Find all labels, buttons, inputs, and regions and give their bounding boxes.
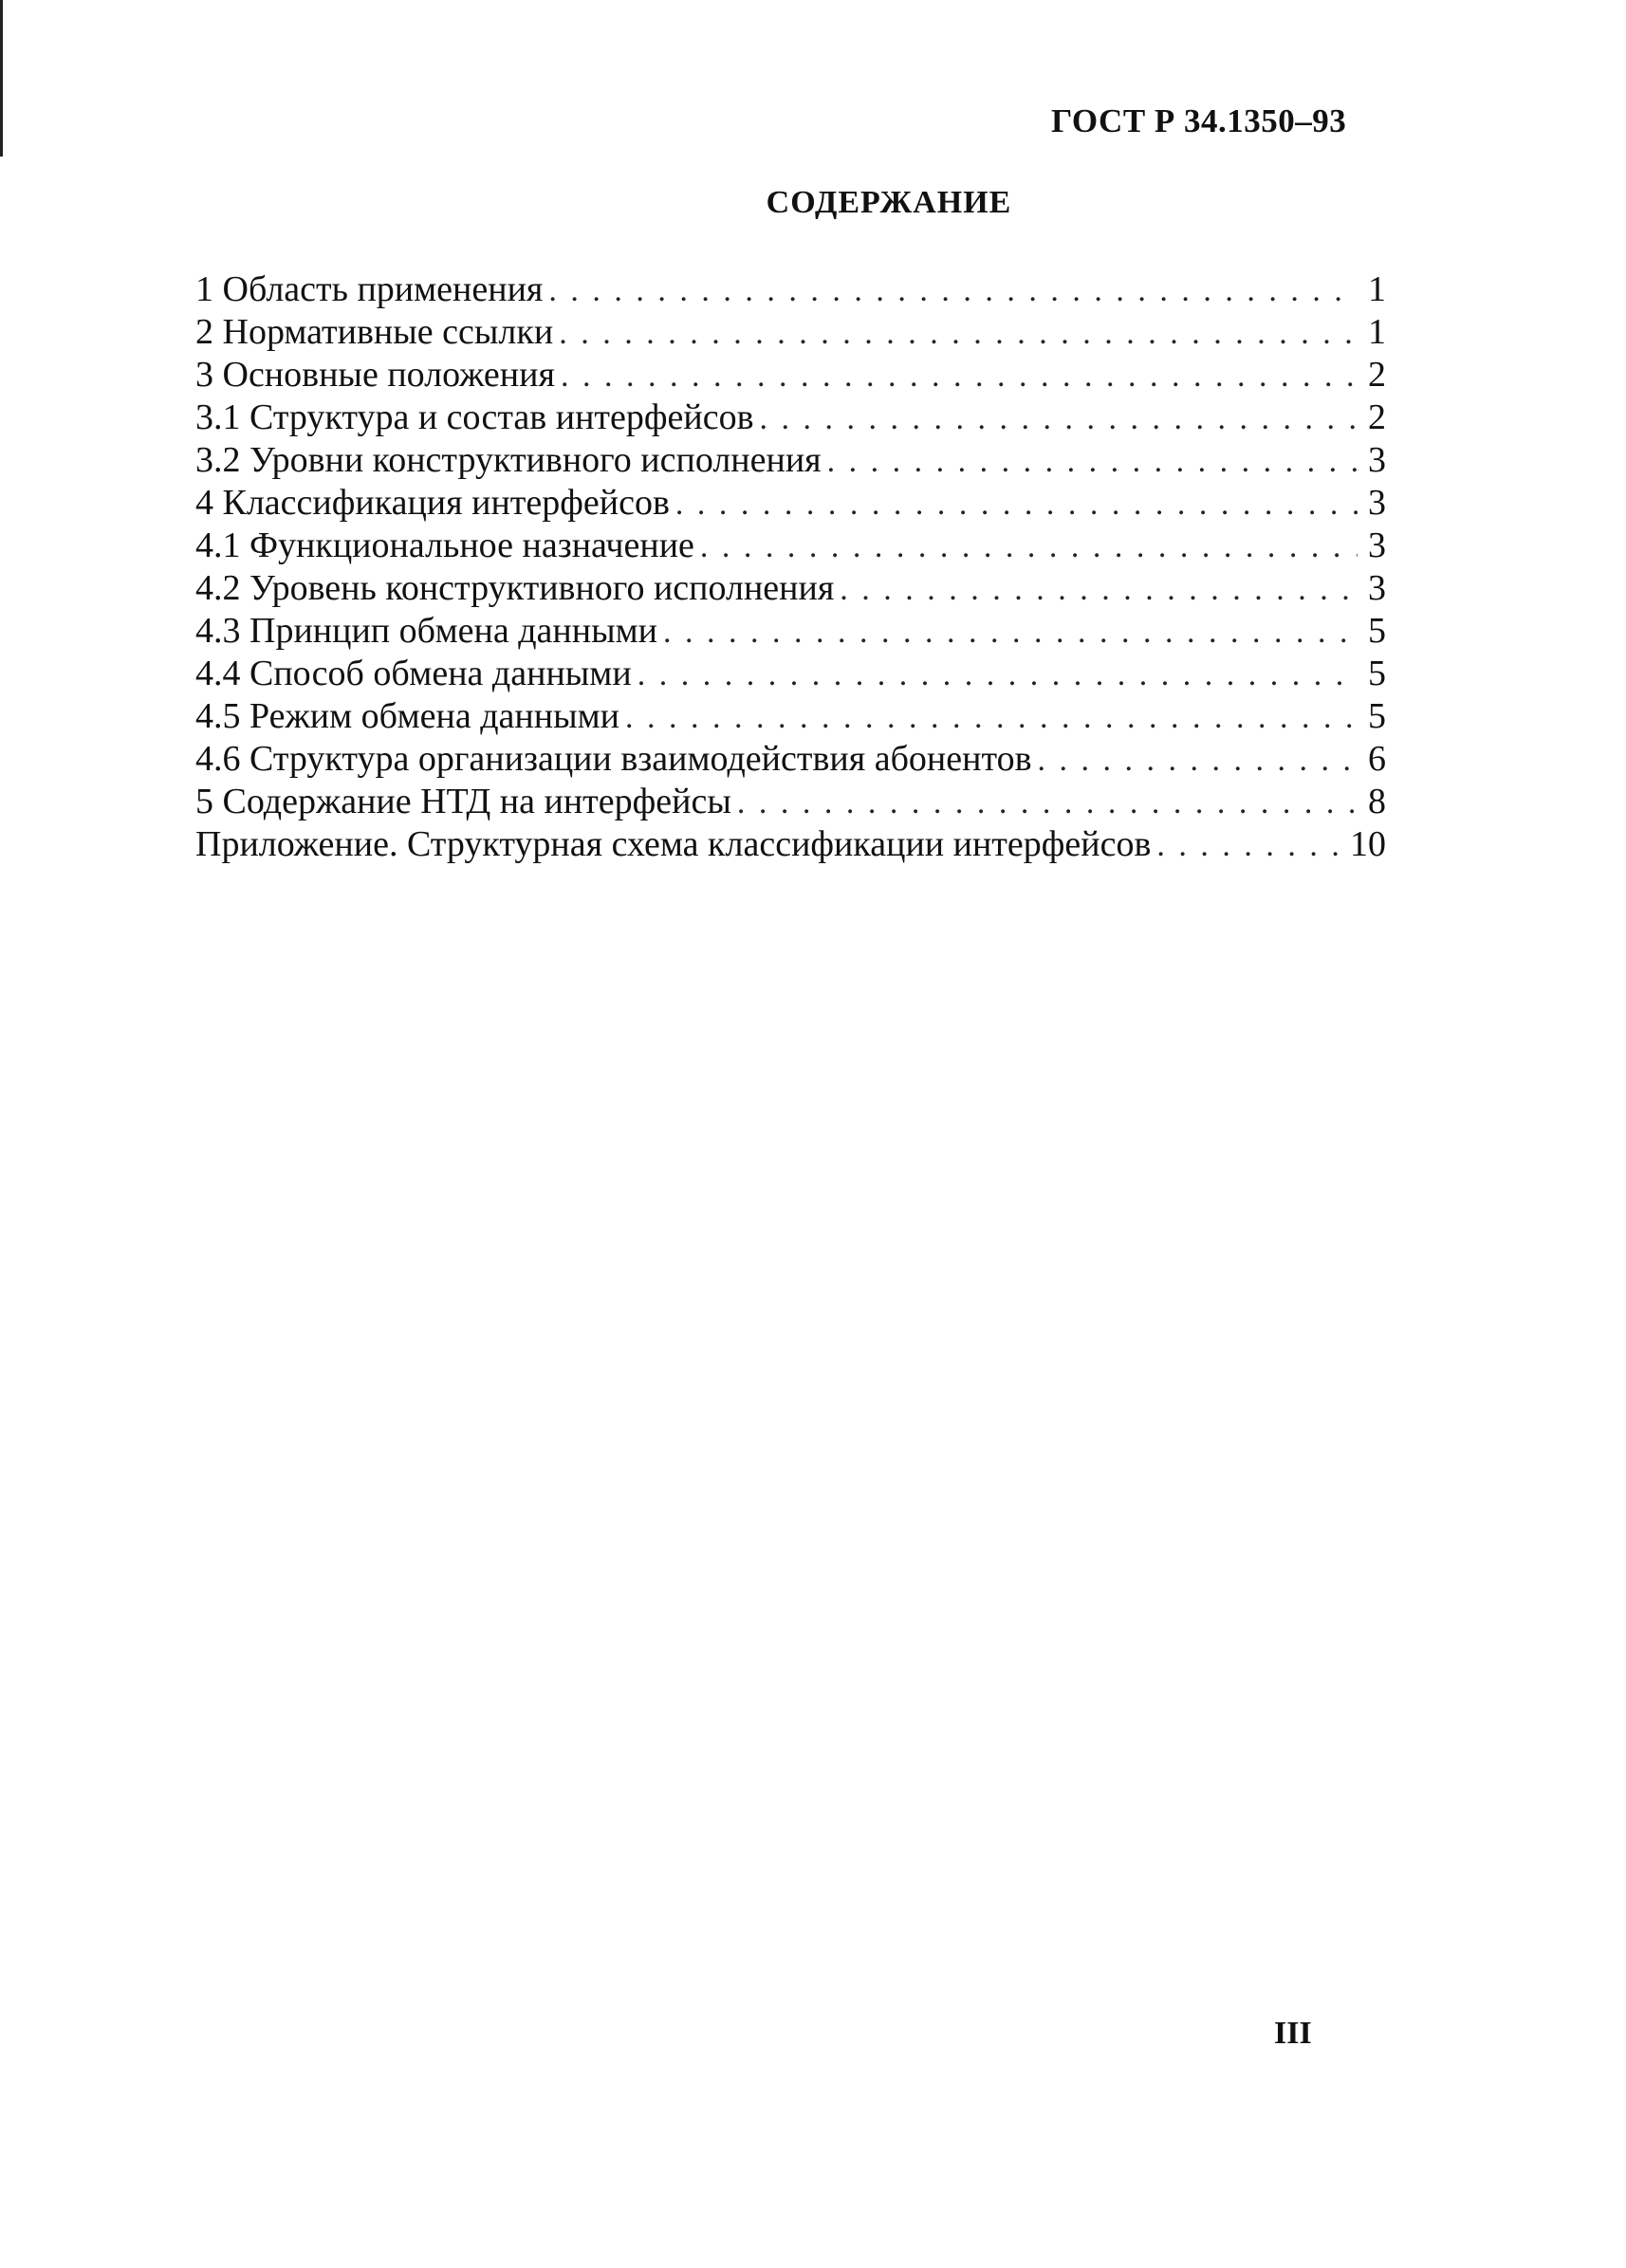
toc-item[interactable] [195,525,1386,567]
toc-item[interactable] [195,482,1386,525]
toc-dot-leader [1038,739,1358,782]
standard-code-header: ГОСТ Р 34.1350–93 [1051,102,1347,139]
toc-item-label: 4.1 Функциональное назначение [195,526,694,565]
toc-item-label: 3.2 Уровни конструктивного исполнения [195,440,822,480]
toc-item[interactable] [195,823,1386,866]
scan-edge-mark [0,0,3,157]
toc-item[interactable] [195,567,1386,610]
toc-item-page: 3 [1368,483,1386,523]
toc-item-page: 3 [1368,568,1386,608]
toc-dot-leader [675,483,1358,526]
toc-item-page: 8 [1368,782,1386,821]
toc-item-page: 1 [1368,269,1386,309]
toc-item[interactable] [195,268,1386,311]
toc-item-label: 2 Нормативные ссылки [195,312,554,352]
toc-item-page: 3 [1368,440,1386,480]
toc-dot-leader [637,654,1358,696]
toc-item-label: 4.4 Способ обмена данными [195,654,632,693]
page-number: III [1274,2016,1312,2051]
toc-item-page: 1 [1368,312,1386,352]
toc-item[interactable] [195,695,1386,738]
table-of-contents [195,268,1386,866]
toc-item-label: 4.3 Принцип обмена данными [195,611,657,651]
toc-item-page: 10 [1350,824,1386,864]
toc-item-page: 5 [1368,654,1386,693]
toc-item-page: 2 [1368,397,1386,437]
toc-item[interactable] [195,653,1386,695]
toc-item-page: 2 [1368,355,1386,395]
toc-item-label: 4.2 Уровень конструктивного исполнения [195,568,835,608]
toc-dot-leader [548,269,1358,312]
toc-item-label: 4 Классификация интерфейсов [195,483,670,523]
toc-item-page: 3 [1368,526,1386,565]
toc-item[interactable] [195,396,1386,439]
toc-item[interactable] [195,610,1386,653]
toc-item-label: 5 Содержание НТД на интерфейсы [195,782,731,821]
toc-dot-leader [737,782,1358,824]
toc-dot-leader [561,355,1358,397]
toc-title: СОДЕРЖАНИЕ [766,185,1012,220]
toc-item-page: 6 [1368,739,1386,779]
toc-dot-leader [760,397,1358,440]
toc-dot-leader [840,568,1358,611]
toc-item[interactable] [195,354,1386,396]
toc-dot-leader [700,526,1358,568]
toc-item[interactable] [195,781,1386,823]
toc-item-label: 3 Основные положения [195,355,555,395]
toc-item-label: 3.1 Структура и состав интерфейсов [195,397,754,437]
toc-item-label: 1 Область применения [195,269,544,309]
toc-item[interactable] [195,311,1386,354]
toc-item[interactable] [195,439,1386,482]
toc-item-label: Приложение. Структурная схема классификации интерфейсов [195,824,1152,864]
toc-dot-leader [559,312,1358,355]
toc-item-label: 4.6 Структура организации взаимодействия абонентов [195,739,1032,779]
toc-dot-leader [1156,824,1344,867]
toc-dot-leader [625,696,1358,739]
toc-dot-leader [827,440,1358,483]
toc-item-page: 5 [1368,696,1386,736]
toc-item-page: 5 [1368,611,1386,651]
toc-item[interactable] [195,738,1386,781]
toc-item-label: 4.5 Режим обмена данными [195,696,620,736]
toc-dot-leader [663,611,1358,654]
